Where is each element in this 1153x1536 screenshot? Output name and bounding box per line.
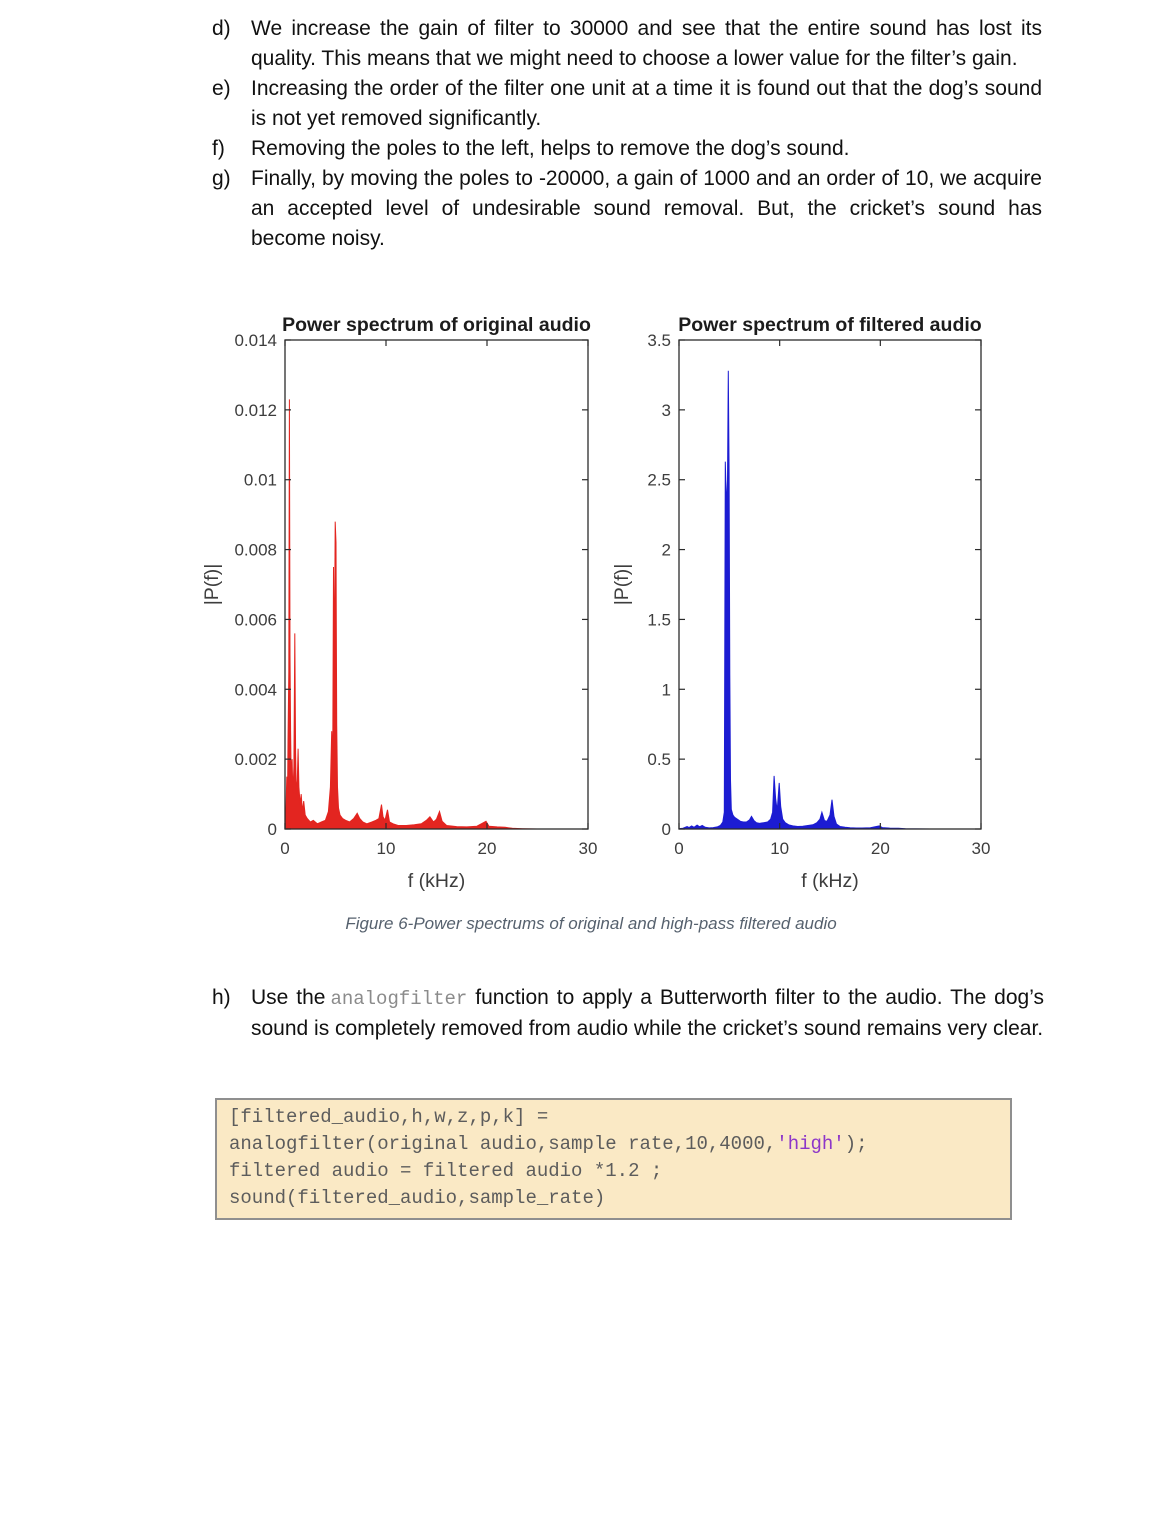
list-marker-f: f) [212, 137, 225, 160]
y-tick-label: 0.5 [647, 750, 671, 770]
y-tick-label: 0.01 [243, 470, 277, 490]
list-item-h [212, 983, 1044, 1044]
chart-svg [598, 306, 1014, 900]
code-block [215, 1098, 1012, 1220]
x-tick-label: 10 [376, 839, 396, 858]
y-tick-label: 2 [661, 540, 671, 560]
x-tick-label: 30 [578, 839, 598, 858]
code-line: filtered audio = filtered audio *1.2 ; [229, 1160, 663, 1182]
y-axis-label: |P(f)| [201, 563, 223, 606]
x-axis-label: f (kHz) [801, 870, 859, 892]
x-tick-label: 20 [870, 839, 890, 858]
y-tick-label: 3 [661, 400, 671, 420]
list-text-e: Increasing the order of the filter one unit at a time it is found out that the dog’s sound is not yet removed significantly. [251, 77, 1042, 130]
code-line: sound(filtered_audio,sample_rate) [229, 1187, 606, 1209]
spectrum-series [285, 399, 588, 829]
list-text-f: Removing the poles to the left, helps to remove the dog’s sound. [251, 137, 850, 160]
x-tick-label: 20 [477, 839, 497, 858]
y-tick-label: 0.012 [234, 400, 277, 420]
bullet-list [212, 14, 1042, 254]
list-item-d [212, 14, 1042, 74]
y-tick-label: 0.008 [234, 540, 277, 560]
x-tick-label: 10 [770, 839, 790, 858]
y-tick-label: 0.004 [234, 680, 277, 700]
y-tick-label: 0 [661, 820, 671, 839]
y-tick-label: 0.014 [234, 331, 277, 350]
list-item-e [212, 74, 1042, 134]
chart-title: Power spectrum of filtered audio [678, 314, 982, 336]
x-tick-label: 30 [971, 839, 991, 858]
power-spectrum-original-chart [180, 306, 600, 905]
h-text-before: Use the [251, 986, 326, 1009]
y-tick-label: 1 [661, 680, 671, 700]
spectrum-series [679, 371, 981, 829]
y-axis-label: |P(f)| [611, 563, 633, 606]
list-text-g: Finally, by moving the poles to -20000, a gain of 1000 and an order of 10, we acquire an accepted level of undesirable sound removal. But, the cricket’s sound has become noisy. [251, 167, 1042, 250]
list-marker-g: g) [212, 167, 231, 190]
y-tick-label: 2.5 [647, 470, 671, 490]
power-spectrum-filtered-chart [598, 306, 1014, 905]
list-item-g [212, 164, 1042, 254]
y-tick-label: 1.5 [647, 610, 671, 630]
figure-caption: Figure 6-Power spectrums of original and high-pass filtered audio [345, 914, 837, 933]
y-tick-label: 3.5 [647, 331, 671, 350]
x-axis-label: f (kHz) [407, 870, 466, 892]
code-line: analogfilter(original audio,sample rate,10,4000,'high'); [229, 1133, 868, 1155]
list-item-f [212, 134, 1042, 164]
chart-title: Power spectrum of original audio [282, 314, 591, 336]
x-tick-label: 0 [674, 839, 684, 858]
list-text-d: We increase the gain of filter to 30000 and see that the entire sound has lost its quality. This means that we might need to choose a lower value for the filter’s gain. [251, 17, 1042, 70]
y-tick-label: 0 [267, 820, 277, 839]
h-text-after: function to apply a Butterworth filter to the audio. The dog’s sound is completely removed from audio while the cricket’s sound remains very clear. [251, 986, 1044, 1040]
list-marker-h: h) [212, 986, 231, 1009]
y-tick-label: 0.006 [234, 610, 277, 630]
chart-svg [180, 306, 600, 900]
y-tick-label: 0.002 [234, 750, 277, 770]
plot-box [285, 340, 588, 829]
x-tick-label: 0 [280, 839, 290, 858]
inline-code-analogfilter: analogfilter [330, 988, 468, 1010]
list-marker-e: e) [212, 77, 231, 100]
list-marker-d: d) [212, 17, 231, 40]
code-line: [filtered_audio,h,w,z,p,k] = [229, 1106, 549, 1128]
